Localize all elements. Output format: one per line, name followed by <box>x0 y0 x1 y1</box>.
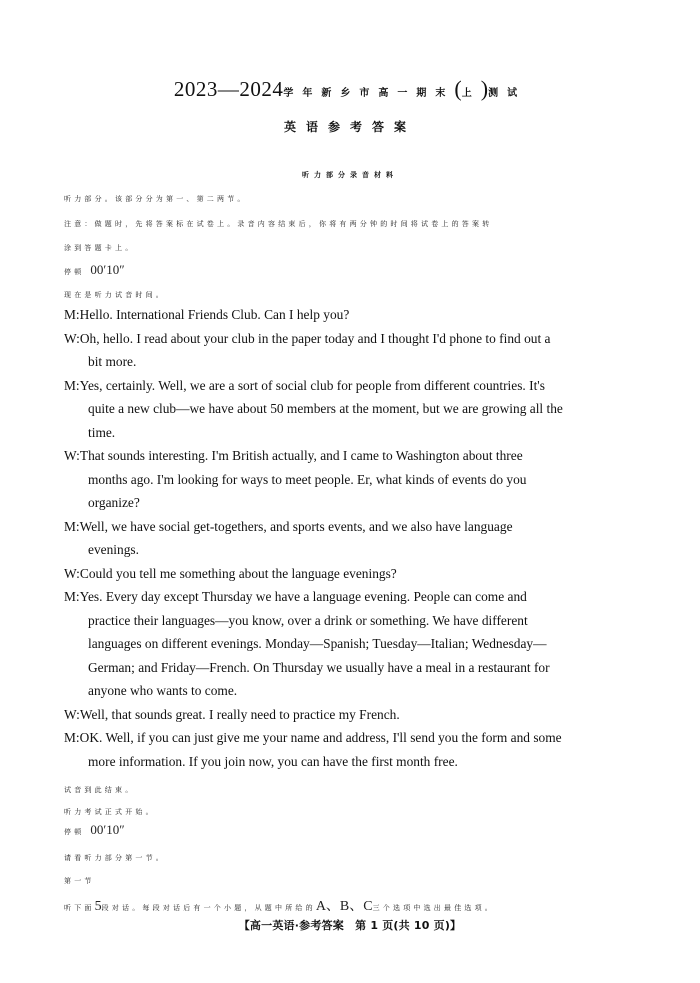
exam-title: 2023—2024学年新乡市高一期末(上)测试 <box>173 76 527 101</box>
speaker-label: W <box>64 448 77 463</box>
dialogue-line: Could you tell me something about the language evenings? <box>79 565 397 581</box>
outro-5-mid: 段对话。每段对话后有一个小题，从题中所给的 <box>101 904 316 912</box>
intro-line-1: 听力部分。该部分分为第一、第二两节。 <box>64 195 248 203</box>
dialogue-turn: M:Well, we have social get-togethers, and sports events, and we also have language evenings. <box>64 515 636 562</box>
pause-line-2 <box>64 822 125 838</box>
dialogue-turn: W:Well, that sounds great. I really need to practice my French. <box>64 706 400 722</box>
outro-line-1: 试音到此结束。 <box>64 786 136 794</box>
title-test: 测试 <box>488 88 527 99</box>
intro-line-4: 现在是听力试音时间。 <box>64 291 166 299</box>
dialogue-continuation: time. <box>88 424 116 440</box>
outro-line-2: 听力考试正式开始。 <box>64 808 156 816</box>
dialogue-line: Well, that sounds great. I really need to practice my French. <box>79 706 400 722</box>
dialogue-continuation: months ago. I'm looking for ways to meet people. Er, what kinds of events do you <box>88 471 527 487</box>
dialogue-line: That sounds interesting. I'm British actually, and I came to Washington about three <box>79 448 523 463</box>
section-heading: 听力部分录音材料 <box>302 171 398 179</box>
pause-value: 00′10″ <box>90 262 125 277</box>
dialogue-turn: W:That sounds interesting. I'm British actually, and I came to Washington about three months ago. I'm looking for ways to meet people. Er, what kinds of events do you organize? <box>64 444 636 515</box>
dialogue-turn: M:Yes. Every day except Thursday we have a language evening. People can come and practice their languages—you know, over a drink or something. We have different languages on different evenings. Monday—Spanish; Tuesday—Italian; Wednesday— German; and Friday—French. On Thursday we usually have a meal in a restaurant for anyone who wants to come. <box>64 585 636 703</box>
dialogue-line: Hello. International Friends Club. Can I help you? <box>79 307 350 322</box>
dialogue-continuation: German; and Friday—French. On Thursday we usually have a meal in a restaurant for <box>88 659 550 675</box>
outro-line-4: 第一节 <box>64 877 95 885</box>
title-term: 上 <box>461 88 481 99</box>
dialogue-line: Well, we have social get-togethers, and sports events, and we also have language <box>79 518 513 534</box>
pause-value: 00′10″ <box>90 822 125 837</box>
speaker-label: W <box>64 706 77 722</box>
dialogue-continuation: more information. If you join now, you can have the first month free. <box>88 753 458 769</box>
outro-line-5 <box>64 895 495 915</box>
pause-line-1 <box>64 262 125 278</box>
title-exam-name: 学年新乡市高一期末 <box>283 88 455 99</box>
dialogue-continuation: bit more. <box>88 354 137 369</box>
dialogue-line: Yes. Every day except Thursday we have a language evening. People can come and <box>79 589 527 604</box>
dialogue <box>64 303 636 773</box>
pause-label: 停顿 <box>64 268 85 276</box>
outro-5-pre: 听下面 <box>64 904 95 912</box>
outro-line-3: 请看听力部分第一节。 <box>64 854 166 862</box>
dialogue-turn: W:Oh, hello. I read about your club in the paper today and I thought I'd phone to find out a bit more. <box>64 327 636 374</box>
dialogue-line: Oh, hello. I read about your club in the paper today and I thought I'd phone to find out a <box>79 330 551 346</box>
outro-5-num: 5 <box>94 899 102 914</box>
outro-5-abc: A、B、C <box>315 899 373 914</box>
dialogue-continuation: quite a new club—we have about 50 members at the moment, but we are growing all the <box>88 401 563 416</box>
dialogue-turn: M:Hello. International Friends Club. Can I help you? <box>64 307 350 322</box>
title-year: 2023—2024 <box>173 77 284 101</box>
dialogue-turn: M:OK. Well, if you can just give me your name and address, I'll send you the form and some more information. If you join now, you can have the first month free. <box>64 726 636 773</box>
dialogue-continuation: evenings. <box>88 542 139 557</box>
dialogue-line: OK. Well, if you can just give me your name and address, I'll send you the form and some <box>79 730 562 745</box>
speaker-label: M <box>64 518 76 534</box>
speaker-label: M <box>64 377 76 393</box>
dialogue-continuation: languages on different evenings. Monday—Spanish; Tuesday—Italian; Wednesday— <box>88 636 547 651</box>
intro-line-2: 注意：做题时，先将答案标在试卷上。录音内容结束后，你将有两分钟的时间将试卷上的答案转 <box>64 220 493 228</box>
intro-line-3: 涂到答题卡上。 <box>64 244 136 252</box>
pause-label: 停顿 <box>64 828 85 836</box>
dialogue-continuation: anyone who wants to come. <box>88 683 238 698</box>
page-footer: 【高一英语·参考答案 第 1 页(共 10 页)】 <box>238 919 462 932</box>
speaker-label: M <box>64 307 76 322</box>
outro-5-post: 三个选项中选出最佳选项。 <box>372 904 496 912</box>
speaker-label: M <box>64 589 76 604</box>
dialogue-continuation: organize? <box>88 495 140 510</box>
dialogue-turn: W:Could you tell me something about the language evenings? <box>64 565 397 581</box>
speaker-label: M <box>64 730 76 745</box>
subtitle: 英语参考答案 <box>283 120 416 134</box>
dialogue-turn: M:Yes, certainly. Well, we are a sort of social club for people from different countries. It's quite a new club—we have about 50 members at the moment, but we are growing all the time. <box>64 374 636 445</box>
dialogue-continuation: practice their languages—you know, over a drink or something. We have different <box>88 612 528 628</box>
dialogue-line: Yes, certainly. Well, we are a sort of social club for people from different countries. It's <box>79 377 545 393</box>
speaker-label: W <box>64 330 77 346</box>
speaker-label: W <box>64 565 77 581</box>
